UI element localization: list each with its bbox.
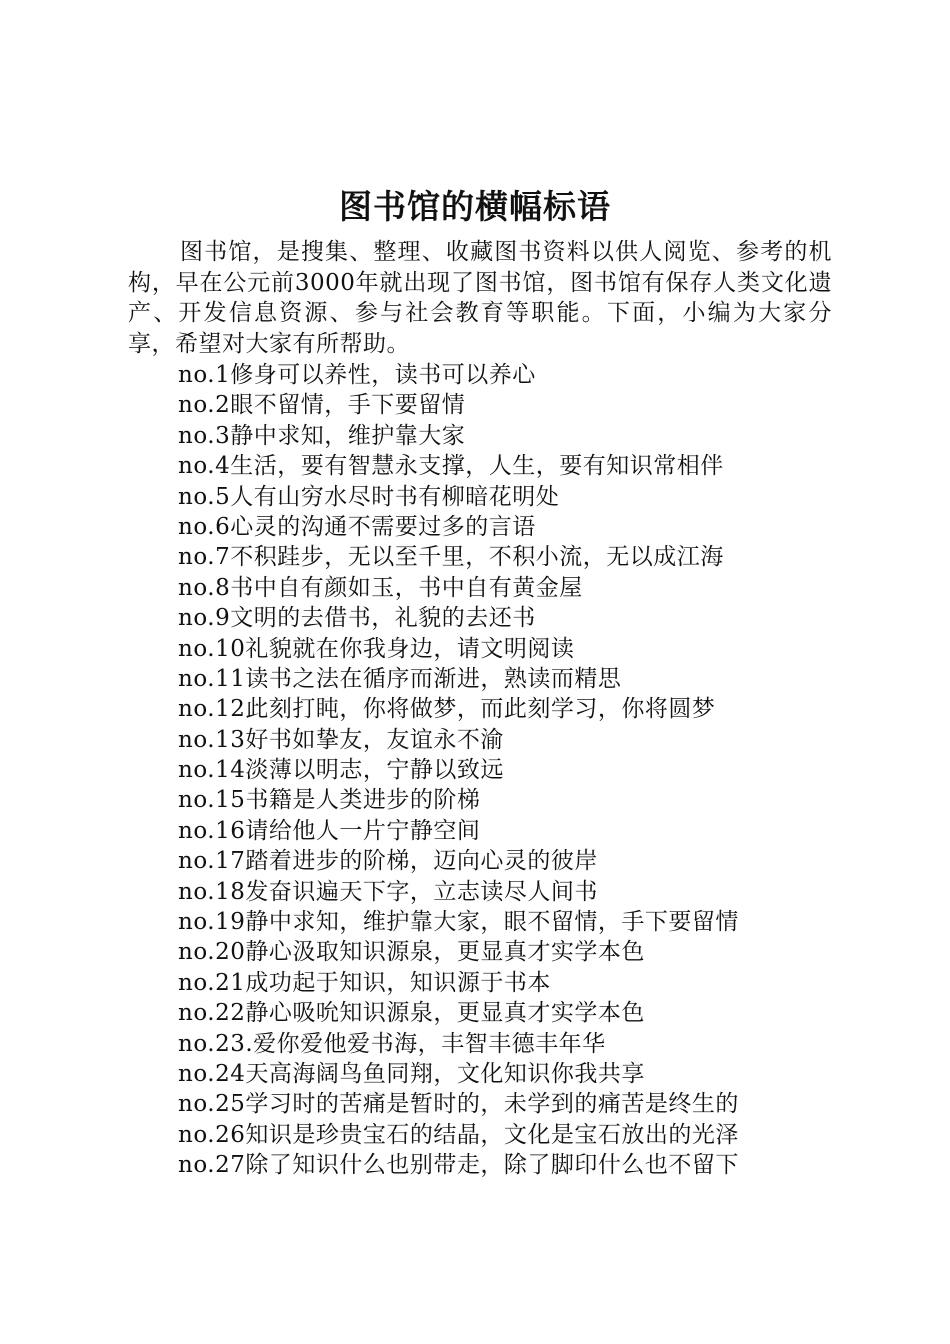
list-item: no.25学习时的苦痛是暂时的，未学到的痛苦是终生的 bbox=[178, 1091, 739, 1118]
list-item: no.21成功起于知识，知识源于书本 bbox=[178, 969, 551, 996]
list-item: no.17踏着进步的阶梯，迈向心灵的彼岸 bbox=[178, 848, 598, 875]
list-item: no.15书籍是人类进步的阶梯 bbox=[178, 787, 481, 814]
list-item: no.7不积跬步，无以至千里，不积小流，无以成江海 bbox=[178, 544, 724, 571]
list-item: no.18发奋识遍天下字，立志读尽人间书 bbox=[178, 878, 598, 905]
slogan-list bbox=[178, 360, 838, 1181]
list-item: no.6心灵的沟通不需要过多的言语 bbox=[178, 513, 536, 540]
list-item: no.13好书如挚友，友谊永不渝 bbox=[178, 726, 504, 753]
list-item: no.20静心汲取知识源泉，更显真才实学本色 bbox=[178, 939, 645, 966]
list-item: no.4生活，要有智慧永支撑，人生，要有知识常相伴 bbox=[178, 453, 724, 480]
list-item: no.26知识是珍贵宝石的结晶，文化是宝石放出的光泽 bbox=[178, 1121, 739, 1148]
page-title: 图书馆的横幅标语 bbox=[339, 187, 611, 226]
list-item: no.23.爱你爱他爱书海，丰智丰德丰年华 bbox=[178, 1030, 606, 1057]
list-item: no.2眼不留情，手下要留情 bbox=[178, 392, 466, 419]
list-item: no.22静心吸吮知识源泉，更显真才实学本色 bbox=[178, 1000, 645, 1027]
list-item: no.8书中自有颜如玉，书中自有黄金屋 bbox=[178, 574, 583, 601]
list-item: no.3静中求知，维护靠大家 bbox=[178, 422, 466, 449]
list-item: no.16请给他人一片宁静空间 bbox=[178, 817, 481, 844]
list-item: no.27除了知识什么也别带走，除了脚印什么也不留下 bbox=[178, 1152, 739, 1179]
list-item: no.11读书之法在循序而渐进，熟读而精思 bbox=[178, 665, 622, 692]
list-item: no.1修身可以养性，读书可以养心 bbox=[178, 362, 536, 388]
list-item: no.5人有山穷水尽时书有柳暗花明处 bbox=[178, 483, 560, 510]
list-item: no.9文明的去借书，礼貌的去还书 bbox=[178, 605, 536, 632]
list-item: no.12此刻打盹，你将做梦，而此刻学习，你将圆梦 bbox=[178, 696, 716, 723]
list-item: no.19静中求知，维护靠大家，眼不留情，手下要留情 bbox=[178, 909, 739, 936]
list-item: no.24天高海阔鸟鱼同翔，文化知识你我共享 bbox=[178, 1060, 645, 1087]
list-item: no.14淡薄以明志，宁静以致远 bbox=[178, 757, 504, 784]
intro-paragraph: 图书馆，是搜集、整理、收藏图书资料以供人阅览、参考的机构，早在公元前3000年就出现了图书馆，图书馆有保存人类文化遗产、开发信息资源、参与社会教育等职能。下面，小编为大家分享，希望对大家有所帮助。 bbox=[128, 239, 832, 357]
list-item: no.10礼貌就在你我身边，请文明阅读 bbox=[178, 635, 575, 662]
